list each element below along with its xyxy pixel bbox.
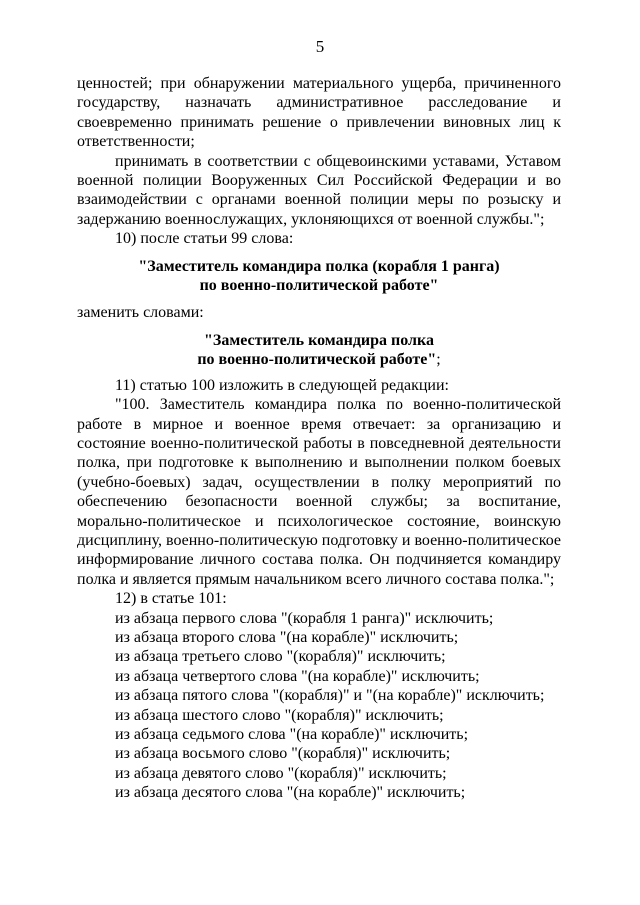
exclusion-line: из абзаца восьмого слово "(корабля)" исключить; — [115, 745, 451, 763]
heading-new-line-2 — [77, 350, 561, 369]
article-100-text: "100. Заместитель командира полка по военно-политической работе в мирное и военное время отвечает: за организацию и состояние военно-политической работы в повседневной деятельности полка, при подготовке к выполнению и выполнении полком боевых (учебно-боевых) задач, осуществлении в полку мероприятий по обеспечению безопасности военной службы; за воспитание, морально-политическое и психологическое состояние, воинскую дисциплину, военно-политическую подготовку и военно-политическое информирование личного состава полка. Он подчиняется командиру полка и является прямым начальником всего личного состава полка."; — [77, 396, 561, 588]
item-11: 11) статью 100 изложить в следующей редакции: — [115, 376, 449, 394]
exclusion-line: из абзаца шестого слово "(корабля)" исключить; — [115, 706, 444, 724]
heading-new-line-2-bold: по военно-политической работе" — [197, 351, 437, 369]
page-number: 5 — [315, 37, 325, 56]
exclusion-line: из абзаца десятого слова "(на корабле)" исключить; — [115, 784, 466, 802]
exclusion-line: из абзаца девятого слово "(корабля)" исключить; — [115, 764, 447, 782]
exclusion-line: из абзаца пятого слова "(корабля)" и "(на корабле)" исключить; — [115, 687, 545, 705]
exclusion-line: из абзаца четвертого слова "(на корабле)" исключить; — [115, 667, 480, 685]
replace-with-text: заменить словами: — [77, 304, 204, 322]
paragraph-continuation: ценностей; при обнаружении материального ущерба, причиненного государству, назначать административное расследование и своевременно принимать решение о привлечении виновных лиц к ответственности; — [77, 75, 561, 151]
heading-new-line-2-tail: ; — [436, 351, 441, 369]
heading-old-line-2: по военно-политической работе" — [199, 277, 439, 295]
exclusion-line: из абзаца третьего слово "(корабля)" исключить; — [115, 648, 446, 666]
exclusion-line: из абзаца второго слова "(на корабле)" исключить; — [115, 628, 459, 646]
heading-new-line-1: "Заместитель командира полка — [204, 331, 434, 349]
exclusion-line: из абзаца первого слова "(корабля 1 ранга)" исключить; — [115, 609, 494, 627]
item-12: 12) в статье 101: — [115, 590, 227, 608]
document-body — [77, 74, 561, 803]
paragraph-measures: принимать в соответствии с общевоинскими уставами, Уставом военной полиции Вооруженных Сил Российской Федерации и во взаимодействии с органами военной полиции меры по розыску и задержанию военнослужащих, уклоняющихся от военной службы."; — [77, 152, 561, 228]
exclusion-line: из абзаца седьмого слова "(на корабле)" исключить; — [115, 726, 469, 743]
heading-old-title — [77, 257, 561, 296]
heading-old-line-1: "Заместитель командира полка (корабля 1 ранга) — [138, 257, 500, 275]
heading-new-title — [77, 331, 561, 370]
item-10: 10) после статьи 99 слова: — [115, 230, 294, 248]
